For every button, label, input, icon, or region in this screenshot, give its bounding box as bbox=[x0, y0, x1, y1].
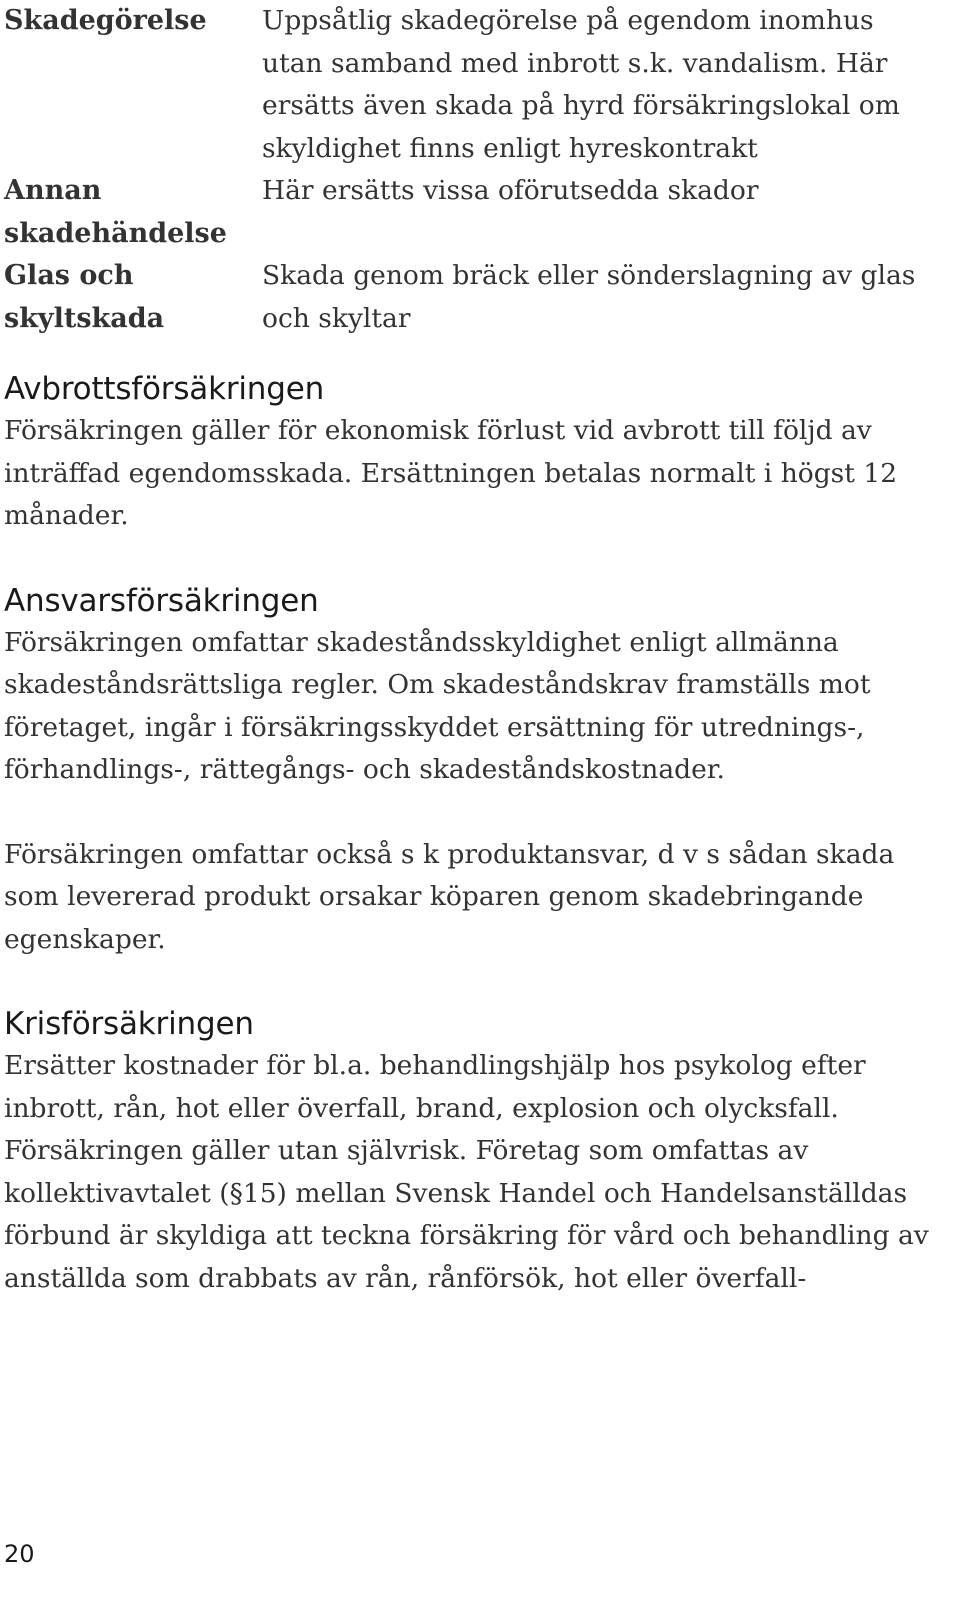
definition-term: Skadegörelse bbox=[4, 5, 207, 36]
definition-description: Skada genom bräck eller sönderslagning av glas och skyltar bbox=[262, 260, 916, 334]
page-number: 20 bbox=[4, 1540, 35, 1568]
section-paragraph: Försäkringen gäller för ekonomisk förlust vid avbrott till följd av inträffad egendomsskada. Ersättningen betalas normalt i högst 12 månader. bbox=[4, 415, 898, 531]
section-kris bbox=[4, 1003, 944, 1300]
section-heading: Krisförsäkringen bbox=[4, 1006, 254, 1042]
section-heading: Avbrottsförsäkringen bbox=[4, 371, 325, 407]
section-paragraph: Försäkringen omfattar skadeståndsskyldighet enligt allmänna skadeståndsrättsliga regler. Om skadeståndskrav framställs mot företaget, ingår i försäkringsskyddet ersättning för utrednings-, förhandlings-, rättegångs- och skadeståndskostnader. bbox=[4, 626, 871, 785]
definition-term: Glas och skyltskada bbox=[4, 260, 165, 334]
section-ansvar bbox=[4, 580, 944, 962]
section-paragraph: Ersätter kostnader för bl.a. behandlingshjälp hos psykolog efter inbrott, rån, hot eller överfall, brand, explosion och olycksfall. Försäkringen gäller utan självrisk. Företag som omfattas av kollektivavtalet (§15) mellan Svensk Handel och Handelsanställdas förbund är skyldiga att teckna försäkring för vård och behandling av anställda som drabbats av rån, rånförsök, hot eller överfall- bbox=[4, 1050, 929, 1294]
section-avbrott bbox=[4, 368, 944, 538]
section-paragraph: Försäkringen omfattar också s k produktansvar, d v s sådan skada som levererad produkt orsakar köparen genom skadebringande egenskaper. bbox=[4, 838, 895, 955]
section-heading: Ansvarsförsäkringen bbox=[4, 582, 319, 619]
definition-description: Här ersätts vissa oförutsedda skador bbox=[262, 175, 759, 206]
coverage-definition-table bbox=[4, 0, 944, 340]
definition-description: Uppsåtlig skadegörelse på egendom inomhus utan samband med inbrott s.k. vandalism. Här ersätts även skada på hyrd försäkringslokal om skyldighet finns enligt hyreskontrakt bbox=[262, 5, 900, 164]
document-page bbox=[4, 0, 944, 1300]
definition-term: Annan skadehändelse bbox=[4, 175, 227, 249]
